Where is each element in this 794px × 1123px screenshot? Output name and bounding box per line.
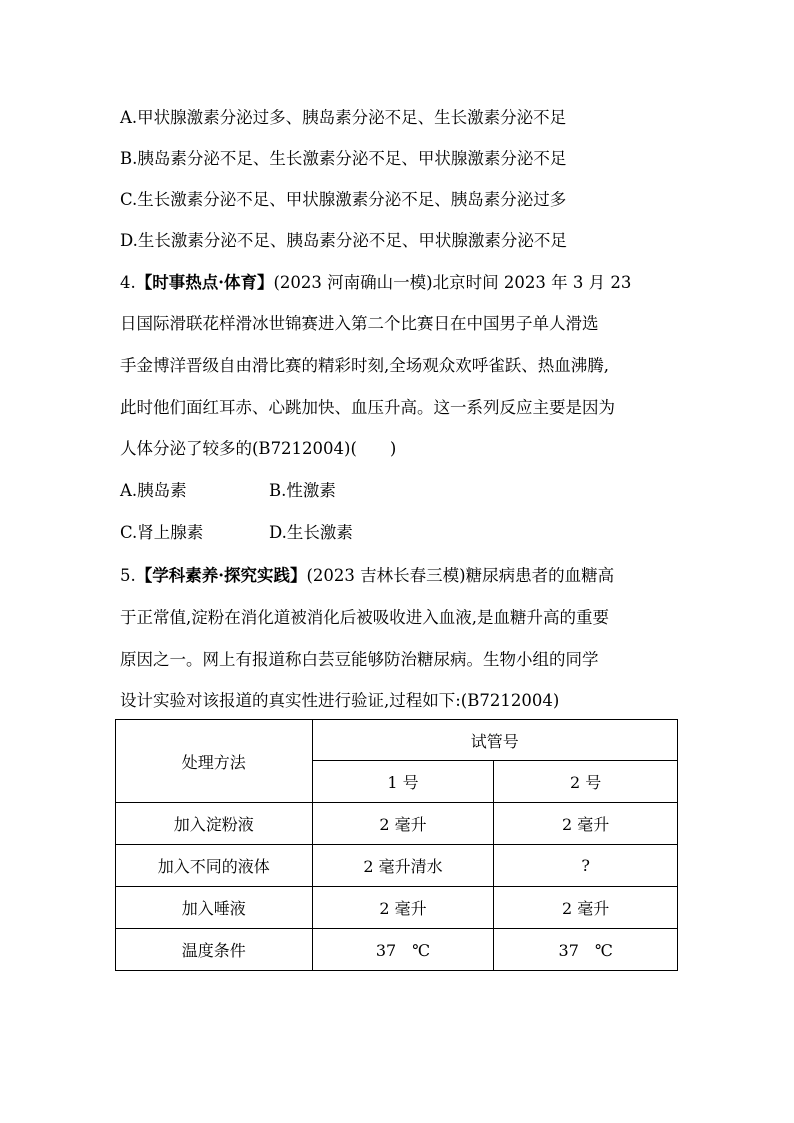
q4-number: 4. (120, 273, 136, 292)
header-tube-2: 2 号 (494, 761, 678, 803)
row-tube-1: 2 毫升清水 (312, 845, 494, 887)
q4-option-c: C.肾上腺素 (120, 523, 204, 542)
q5-line-4: 设计实验对该报道的真实性进行验证,过程如下:(B7212004) (120, 691, 560, 710)
q4-line-3: 手金博洋晋级自由滑比赛的精彩时刻,全场观众欢呼雀跃、热血沸腾, (120, 356, 609, 375)
q4-option-d: D.生长激素 (269, 523, 353, 542)
q5-line-2: 于正常值,淀粉在消化道被消化后被吸收进入血液,是血糖升高的重要 (120, 608, 609, 627)
table-row (116, 887, 678, 929)
q3-option-b: B.胰岛素分泌不足、生长激素分泌不足、甲状腺激素分泌不足 (120, 149, 567, 168)
row-method: 加入淀粉液 (116, 803, 313, 845)
q5-text-1: (2023 吉林长春三模)糖尿病患者的血糖高 (306, 566, 615, 585)
q4-line-2: 日国际滑联花样滑冰世锦赛进入第二个比赛日在中国男子单人滑选 (120, 314, 599, 333)
q4-line-5: 人体分泌了较多的(B7212004)( ) (120, 439, 397, 458)
row-tube-2: 2 毫升 (494, 803, 678, 845)
row-tube-1: 2 毫升 (312, 803, 494, 845)
table-row (116, 803, 678, 845)
experiment-table (115, 719, 678, 971)
row-tube-1: 2 毫升 (312, 887, 494, 929)
q4-tag: 【时事热点·体育】 (135, 273, 274, 292)
q5-line-1 (120, 564, 614, 588)
row-method: 温度条件 (116, 929, 313, 971)
q4-line-4: 此时他们面红耳赤、心跳加快、血压升高。这一系列反应主要是因为 (120, 398, 615, 417)
row-method: 加入不同的液体 (116, 845, 313, 887)
q3-option-a: A.甲状腺激素分泌过多、胰岛素分泌不足、生长激素分泌不足 (120, 108, 567, 127)
row-tube-2: ? (494, 845, 678, 887)
row-tube-1: 37 ℃ (312, 929, 494, 971)
q4-text-1: (2023 河南确山一模)北京时间 2023 年 3 月 23 (273, 273, 632, 292)
q4-option-b: B.性激素 (269, 481, 336, 500)
row-method: 加入唾液 (116, 887, 313, 929)
q3-option-d: D.生长激素分泌不足、胰岛素分泌不足、甲状腺激素分泌不足 (120, 231, 567, 250)
header-tube: 试管号 (312, 720, 677, 761)
q4-line-1 (120, 271, 631, 295)
header-method: 处理方法 (116, 720, 313, 803)
q5-line-3: 原因之一。网上有报道称白芸豆能够防治糖尿病。生物小组的同学 (120, 650, 599, 669)
q3-option-c: C.生长激素分泌不足、甲状腺激素分泌不足、胰岛素分泌过多 (120, 190, 567, 209)
q5-tag: 【学科素养·探究实践】 (135, 566, 307, 585)
table-row (116, 929, 678, 971)
table-row (116, 845, 678, 887)
q4-option-a: A.胰岛素 (120, 481, 187, 500)
q5-number: 5. (120, 566, 136, 585)
row-tube-2: 37 ℃ (494, 929, 678, 971)
header-tube-1: 1 号 (312, 761, 494, 803)
row-tube-2: 2 毫升 (494, 887, 678, 929)
